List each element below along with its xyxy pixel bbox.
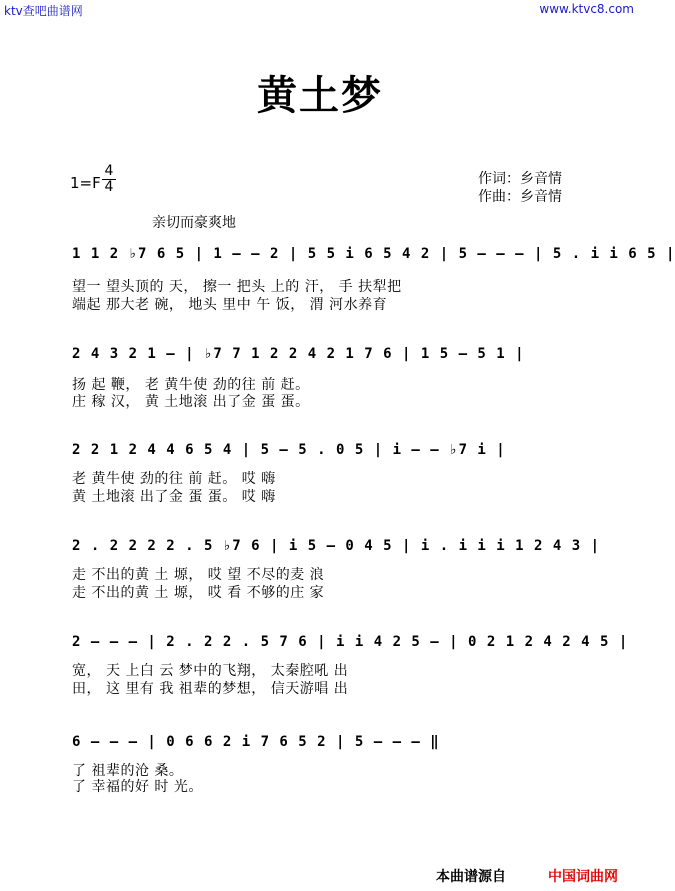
composer-credit: 作曲：乡音情 [478,189,562,205]
source-label: 本曲谱源自 [436,869,506,885]
notation-line-3: 2 2 1 2 4 4 6 5 4 | 5 – 5 . 0 5 | i – – ♭7 i | [72,442,506,458]
site-watermark-right[interactable]: www.ktvc8.com [539,2,634,16]
lyrics-line-1-verse-2: 端起 那大老 碗， 地头 里中 午 饭， 渭 河水养育 [72,297,388,313]
lyrics-line-1-verse-1: 望一 望头顶的 天， 擦一 把头 上的 汗， 手 扶犁把 [72,279,402,295]
lyrics-line-5-verse-1: 宽， 天 上白 云 梦中的飞翔， 太秦腔吼 出 [72,663,349,679]
lyrics-line-2-verse-1: 扬 起 鞭， 老 黄牛使 劲的往 前 赶。 [72,377,310,393]
notation-line-2: 2 4 3 2 1 – | ♭7 7 1 2 2 4 2 1 7 6 | 1 5 – 5 1 | [72,346,525,362]
notation-line-4: 2 . 2 2 2 2 . 5 ♭7 6 | i 5 – 0 4 5 | i . i i i 1 2 4 3 | [72,538,601,554]
lyrics-line-6-verse-1: 了 祖辈的沧 桑。 [72,763,184,779]
lyrics-line-2-verse-2: 庄 稼 汉， 黄 土地滚 出了金 蛋 蛋。 [72,394,310,410]
lyrics-line-3-verse-1: 老 黄牛使 劲的往 前 赶。 哎 嗨 [72,471,276,487]
lyrics-line-3-verse-2: 黄 土地滚 出了金 蛋 蛋。 哎 嗨 [72,489,276,505]
notation-line-5: 2 – – – | 2 . 2 2 . 5 7 6 | i i 4 2 5 – | 0 2 1 2 4 2 4 5 | [72,634,629,650]
lyrics-line-6-verse-2: 了 幸福的好 时 光。 [72,779,203,795]
site-watermark-left[interactable]: ktv查吧曲谱网 [4,4,83,18]
time-signature-top: 4 [104,163,114,179]
lyrics-line-4-verse-1: 走 不出的黄 土 塬， 哎 望 不尽的麦 浪 [72,567,325,583]
notation-line-1: 1 1 2 ♭7 6 5 | 1 – – 2 | 5 5 i 6 5 4 2 | 5 – – – | 5 . i i 6 5 | [72,246,675,262]
notation-line-6: 6 – – – | 0 6 6 2 i 7 6 5 2 | 5 – – – ‖ [72,734,440,750]
source-site-link[interactable]: 中国词曲网 [548,869,618,885]
lyricist-credit: 作词：乡音情 [478,171,562,187]
tempo-marking: 亲切而豪爽地 [152,215,236,231]
key-signature: 1=F [70,174,101,192]
time-signature [102,164,116,195]
time-signature-bottom: 4 [102,179,116,195]
lyrics-line-4-verse-2: 走 不出的黄 土 塬， 哎 看 不够的庄 家 [72,585,325,601]
song-title: 黄土梦 [257,73,383,119]
lyrics-line-5-verse-2: 田， 这 里有 我 祖辈的梦想， 信天游唱 出 [72,681,349,697]
